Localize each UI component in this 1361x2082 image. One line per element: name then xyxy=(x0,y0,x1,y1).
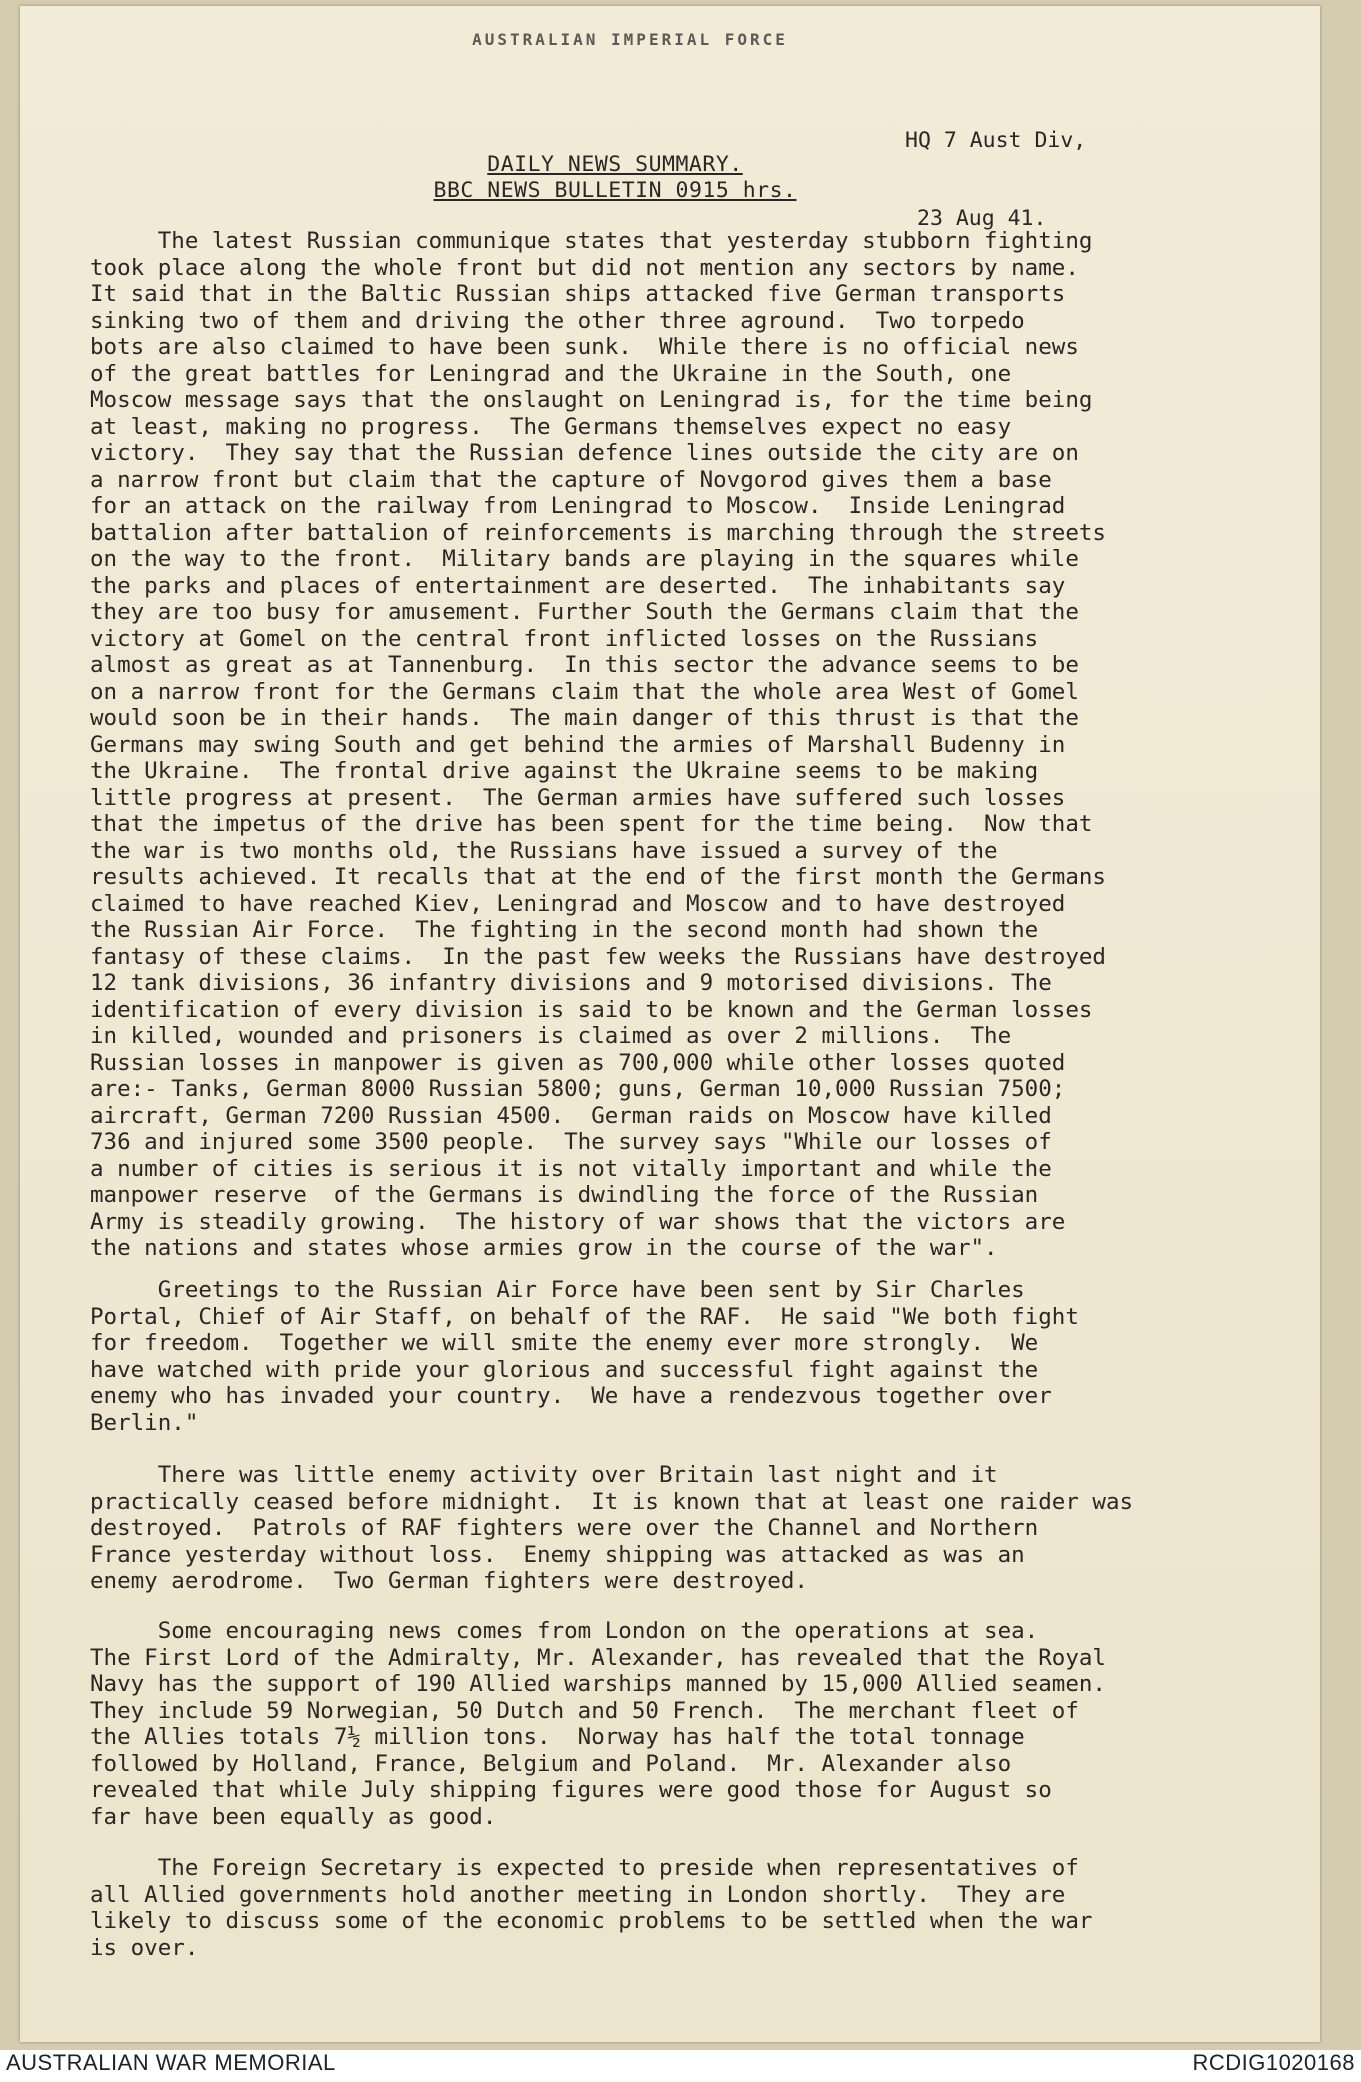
text-line: revealed that while July shipping figures were good those for August so xyxy=(90,1777,1052,1803)
text-line: Germans may swing South and get behind the armies of Marshall Budenny in xyxy=(90,731,1066,758)
text-line: enemy aerodrome. Two German fighters were destroyed. xyxy=(90,1568,808,1594)
text-line: battalion after battalion of reinforcements is marching through the streets xyxy=(90,519,1106,546)
text-line: followed by Holland, France, Belgium and Poland. Mr. Alexander also xyxy=(90,1750,1012,1777)
text-line: Russian losses in manpower is given as 700,000 while other losses quoted xyxy=(90,1049,1066,1076)
text-line: There was little enemy activity over Britain last night and it xyxy=(90,1462,998,1488)
text-line: of the great battles for Leningrad and the Ukraine in the South, one xyxy=(90,360,1012,387)
text-line: Army is steadily growing. The history of war shows that the victors are xyxy=(90,1208,1066,1235)
text-line: have watched with pride your glorious and successful fight against the xyxy=(90,1356,1039,1383)
text-line: a number of cities is serious it is not vitally important and while the xyxy=(90,1155,1052,1182)
text-line: the nations and states whose armies grow in the course of the war". xyxy=(90,1235,998,1261)
text-line: is over. xyxy=(90,1934,199,1961)
text-line: that the impetus of the drive has been spent for the time being. Now that xyxy=(90,811,1093,837)
footer-source: AUSTRALIAN WAR MEMORIAL xyxy=(6,2050,336,2075)
text-line: far have been equally as good. xyxy=(90,1803,497,1830)
text-line: enemy who has invaded your country. We have a rendezvous together over xyxy=(90,1383,1052,1409)
text-line: would soon be in their hands. The main danger of this thrust is that the xyxy=(90,705,1079,731)
document-title xyxy=(390,152,840,204)
text-line: Some encouraging news comes from London on the operations at sea. xyxy=(90,1618,1039,1644)
hq-unit: HQ 7 Aust Div, xyxy=(905,128,1087,153)
text-line: results achieved. It recalls that at the end of the first month the Germans xyxy=(90,864,1106,890)
text-line: took place along the whole front but did not mention any sectors by name. xyxy=(90,254,1079,281)
text-line: in killed, wounded and prisoners is claimed as over 2 millions. The xyxy=(90,1023,1012,1049)
text-line: at least, making no progress. The Germans themselves expect no easy xyxy=(90,413,1012,440)
text-line: on a narrow front for the Germans claim that the whole area West of Gomel xyxy=(90,678,1079,705)
text-line: Greetings to the Russian Air Force have been sent by Sir Charles xyxy=(90,1277,1025,1303)
text-line: victory at Gomel on the central front inflicted losses on the Russians xyxy=(90,625,1039,652)
text-line: They include 59 Norwegian, 50 Dutch and 50 French. The merchant fleet of xyxy=(90,1697,1079,1724)
text-line: France yesterday without loss. Enemy shipping was attacked as was an xyxy=(90,1541,1025,1568)
text-line: little progress at present. The German armies have suffered such losses xyxy=(90,784,1066,811)
text-line: manpower reserve of the Germans is dwindling the force of the Russian xyxy=(90,1182,1039,1208)
text-line: fantasy of these claims. In the past few weeks the Russians have destroyed xyxy=(90,943,1106,970)
text-line: destroyed. Patrols of RAF fighters were over the Channel and Northern xyxy=(90,1515,1039,1541)
text-line: the Russian Air Force. The fighting in the second month had shown the xyxy=(90,917,1039,943)
text-line: bots are also claimed to have been sunk. While there is no official news xyxy=(90,334,1079,360)
text-line: aircraft, German 7200 Russian 4500. German raids on Moscow have killed xyxy=(90,1102,1052,1129)
text-line: they are too busy for amusement. Further South the Germans claim that the xyxy=(90,599,1079,625)
text-line: The First Lord of the Admiralty, Mr. Alexander, has revealed that the Royal xyxy=(90,1644,1106,1671)
text-line: 12 tank divisions, 36 infantry divisions and 9 motorised divisions. The xyxy=(90,970,1052,996)
text-line: the parks and places of entertainment are deserted. The inhabitants say xyxy=(90,572,1066,599)
paragraph-naval-operations xyxy=(90,1618,1280,1830)
text-line: almost as great as at Tannenburg. In this sector the advance seems to be xyxy=(90,652,1079,678)
text-line: for freedom. Together we will smite the enemy ever more strongly. We xyxy=(90,1330,1039,1356)
paragraph-russian-front xyxy=(90,228,1280,1262)
text-line: claimed to have reached Kiev, Leningrad and Moscow and to have destroyed xyxy=(90,890,1066,917)
text-line: on the way to the front. Military bands are playing in the squares while xyxy=(90,546,1079,572)
text-line: The Foreign Secretary is expected to preside when representatives of xyxy=(90,1855,1079,1881)
text-line: Portal, Chief of Air Staff, on behalf of the RAF. He said "We both fight xyxy=(90,1303,1079,1330)
text-line: likely to discuss some of the economic problems to be settled when the war xyxy=(90,1908,1093,1934)
header-stamp: AUSTRALIAN IMPERIAL FORCE xyxy=(472,30,788,49)
paragraph-raf-greetings xyxy=(90,1277,1280,1436)
text-line: Berlin." xyxy=(90,1409,199,1436)
text-line: 736 and injured some 3500 people. The survey says "While our losses of xyxy=(90,1129,1052,1155)
text-line: a narrow front but claim that the capture of Novgorod gives them a base xyxy=(90,466,1052,493)
text-line: for an attack on the railway from Leningrad to Moscow. Inside Leningrad xyxy=(90,493,1066,519)
text-line: Moscow message says that the onslaught on Leningrad is, for the time being xyxy=(90,387,1093,413)
text-line: the Ukraine. The frontal drive against the Ukraine seems to be making xyxy=(90,758,1039,784)
text-line: identification of every division is said to be known and the German losses xyxy=(90,996,1093,1023)
text-line: Navy has the support of 190 Allied warships manned by 15,000 Allied seamen. xyxy=(90,1671,1106,1697)
text-line: victory. They say that the Russian defence lines outside the city are on xyxy=(90,440,1079,466)
paragraph-britain-activity xyxy=(90,1462,1280,1595)
text-line: all Allied governments hold another meeting in London shortly. They are xyxy=(90,1881,1066,1908)
text-line: sinking two of them and driving the other three aground. Two torpedo xyxy=(90,307,1025,334)
text-line: the Allies totals 7½ million tons. Norway has half the total tonnage xyxy=(90,1724,1025,1750)
text-line: It said that in the Baltic Russian ships attacked five German transports xyxy=(90,281,1066,307)
paragraph-foreign-secretary xyxy=(90,1855,1280,1961)
text-line: are:- Tanks, German 8000 Russian 5800; guns, German 10,000 Russian 7500; xyxy=(90,1076,1066,1102)
title-line-1: DAILY NEWS SUMMARY. xyxy=(487,152,743,177)
text-line: The latest Russian communique states that yesterday stubborn fighting xyxy=(90,228,1093,254)
title-line-2: BBC NEWS BULLETIN 0915 hrs. xyxy=(433,178,797,203)
text-line: practically ceased before midnight. It is known that at least one raider was xyxy=(90,1488,1134,1515)
footer-id: RCDIG1020168 xyxy=(1192,2050,1355,2075)
text-line: the war is two months old, the Russians have issued a survey of the xyxy=(90,837,998,864)
hq-date: 23 Aug 41. xyxy=(917,206,1047,231)
